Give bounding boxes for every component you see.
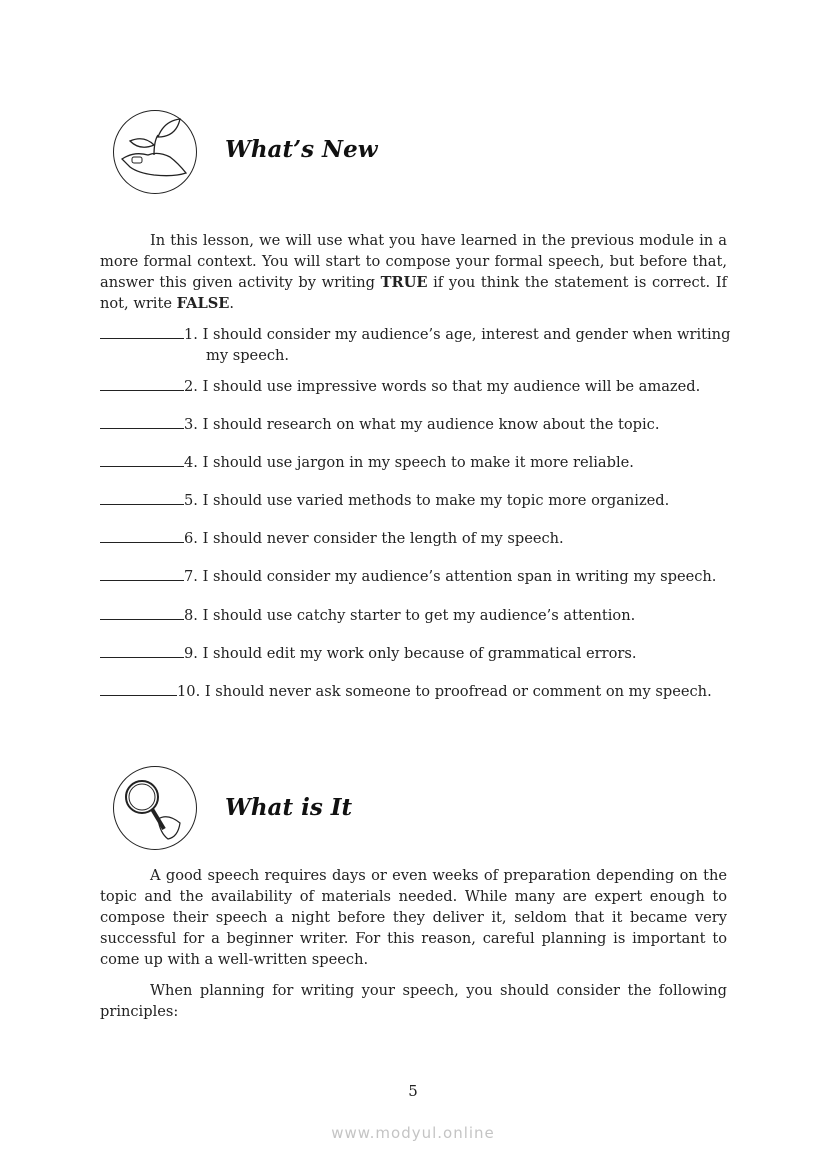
true-false-item (100, 605, 740, 626)
true-false-item (100, 414, 740, 435)
true-keyword: TRUE (380, 274, 428, 291)
item-number: 2. (184, 378, 198, 395)
section-title-what-is-it: What is It (225, 794, 353, 821)
item-text: I should never ask someone to proofread or comment on my speech. (204, 683, 712, 700)
true-false-item (100, 566, 740, 587)
item-text: I should consider my audience’s attention span in writing my speech. (202, 568, 717, 585)
answer-blank[interactable] (100, 452, 184, 467)
item-number: 7. (184, 568, 198, 585)
paragraph-text: A good speech requires days or even weeks of preparation depending on the topic and the availability of materials needed. While many are expert enough to compose their speech a night before they deliver it, seldom that it became very successful for a beginner writer. For this reason, careful planning is important to come up with a well-written speech. (100, 867, 727, 968)
intro-text: if you think the statement is correct. If not, write (100, 274, 727, 312)
item-number: 6. (184, 530, 198, 547)
item-text: I should research on what my audience know about the topic. (202, 416, 660, 433)
item-text: I should use impressive words so that my audience will be amazed. (202, 378, 701, 395)
item-text: I should use catchy starter to get my audience’s attention. (202, 607, 636, 624)
item-number: 5. (184, 492, 198, 509)
answer-blank[interactable] (100, 643, 184, 658)
true-false-item (100, 681, 740, 702)
true-false-item (100, 528, 740, 549)
item-text: I should never consider the length of my speech. (202, 530, 564, 547)
true-false-item (100, 324, 740, 366)
true-false-item (100, 376, 740, 397)
intro-text: In this lesson, we will use what you have learned in the previous module in a more formal context. You will start to compose your formal speech, but before that, answer this given activity by writing (100, 232, 727, 291)
watermark: www.modyul.online (331, 1124, 495, 1142)
intro-paragraph (100, 230, 727, 314)
item-number: 4. (184, 454, 198, 471)
item-number: 10. (177, 683, 201, 700)
answer-blank[interactable] (100, 528, 184, 543)
item-text-continued: my speech. (206, 347, 290, 364)
body-paragraph-1 (100, 865, 727, 970)
item-text: I should edit my work only because of grammatical errors. (202, 645, 637, 662)
answer-blank[interactable] (100, 490, 184, 505)
answer-blank[interactable] (100, 376, 184, 391)
intro-text: . (229, 295, 235, 312)
item-text: I should use jargon in my speech to make it more reliable. (202, 454, 634, 471)
answer-blank[interactable] (100, 566, 184, 581)
page-number: 5 (408, 1082, 418, 1100)
item-text: I should consider my audience’s age, interest and gender when writing (202, 326, 731, 343)
answer-blank[interactable] (100, 681, 177, 696)
false-keyword: FALSE (176, 295, 230, 312)
answer-blank[interactable] (100, 324, 184, 339)
answer-blank[interactable] (100, 605, 184, 620)
item-text: I should use varied methods to make my topic more organized. (202, 492, 670, 509)
true-false-item (100, 490, 740, 511)
section-title-whats-new: What’s New (225, 136, 378, 163)
magnifying-glass-icon (113, 766, 197, 850)
item-number: 1. (184, 326, 198, 343)
item-number: 9. (184, 645, 198, 662)
item-number: 3. (184, 416, 198, 433)
true-false-item (100, 643, 740, 664)
body-paragraph-2 (100, 980, 727, 1022)
answer-blank[interactable] (100, 414, 184, 429)
true-false-item (100, 452, 740, 473)
item-number: 8. (184, 607, 198, 624)
seedling-in-hand-icon (113, 110, 197, 194)
paragraph-text: When planning for writing your speech, you should consider the following principles: (100, 982, 727, 1020)
